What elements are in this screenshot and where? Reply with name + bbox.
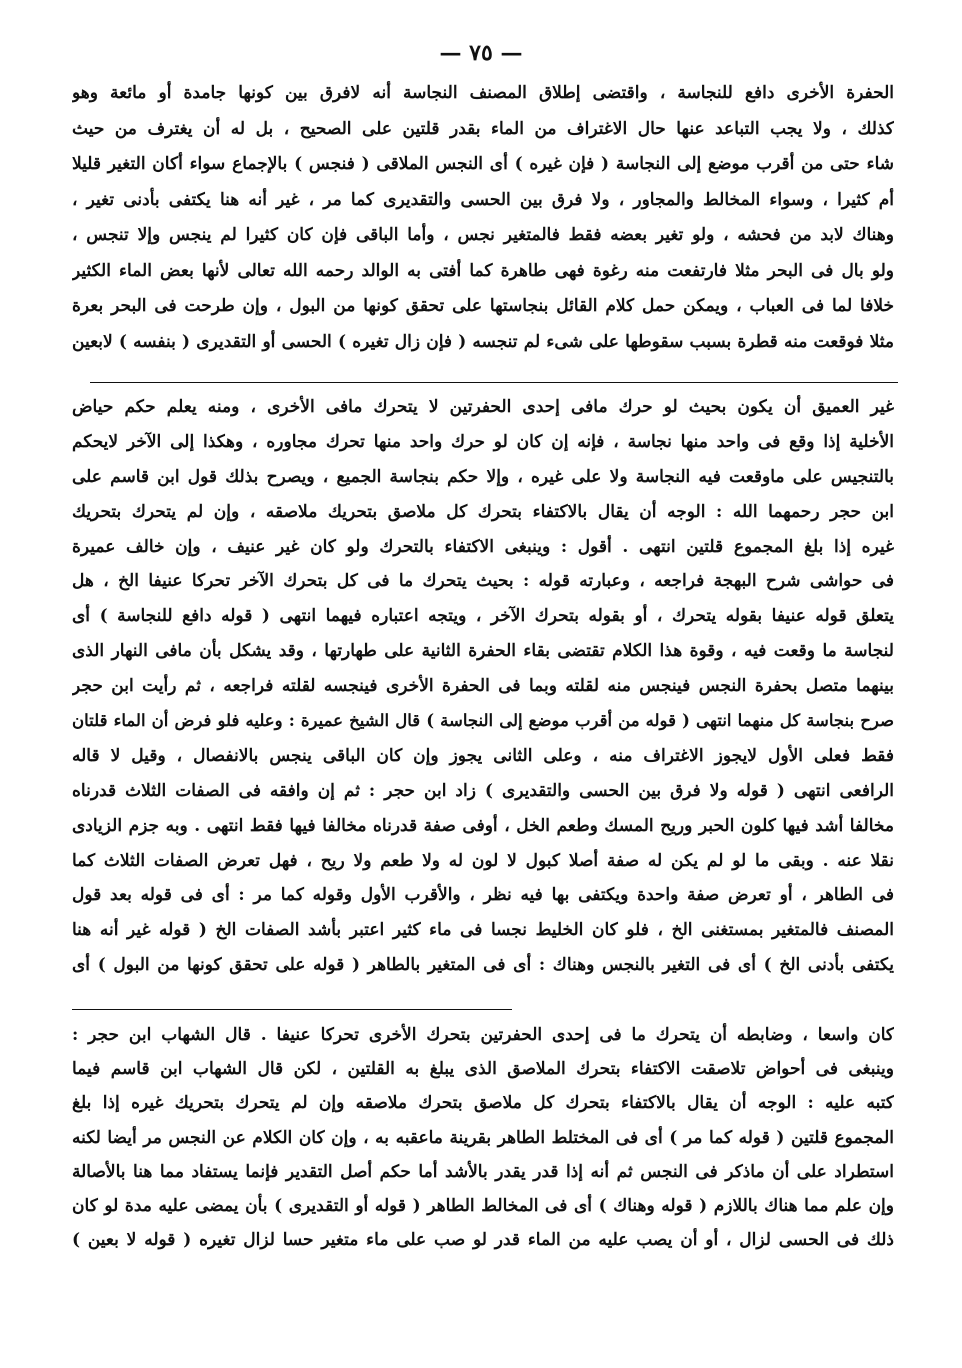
main-text-line: مثلا فوقعت منه قطرة بسبب سقوطها على شىء لم تنجسه ( فإن زال تغيره ) الحسى أو التقديرى ( بنفسه ) لابعين bbox=[72, 331, 894, 352]
main-text-line: الحفرة الأخرى دافع للنجاسة ، واقتضى إطلاق المصنف النجاسة أنه لافرق بين كونها جامدة أو مائعة وهو bbox=[72, 83, 894, 103]
commentary-line: ابن حجر رحمهما الله : الوجه أن يقال بالاكتفاء بتحرك كل ملاصق بتحريك ملاصقه ، وإن لم يتحرك بتحريك bbox=[72, 501, 894, 522]
commentary-line: وإن علم مما هناك باللازم ( قوله وهناك ) أى فى المخالط الطاهر ( قوله أو التقديرى ) بأن يمضى عليه مدة لو كان bbox=[72, 1195, 894, 1216]
commentary-block-1 bbox=[72, 390, 894, 983]
commentary-line: غير العميق أن يكون بحيث لو حرك مافى إحدى الحفرتين لا يتحرك مافى الأخرى ، ومنه يعلم حكم حياض bbox=[72, 397, 894, 417]
commentary-line: كتبه عليه : الوجه أن يقال بالاكتفاء بتحرك كل ملاصق بتحرك ملاصقه وإن لم يتحرك بتحريك غيره إذا بلغ bbox=[72, 1093, 894, 1114]
commentary-line: الرافعى انتهى ( قوله ولا فرق بين الحسى والتقديرى ) زاد ابن حجر : ثم إن وافقه فى الصفات الثلاث قدرناه bbox=[72, 780, 894, 801]
page-number: — ٧٥ — bbox=[439, 40, 523, 66]
commentary-line: المصنف فالمتغير بمستغنى الخ ، فلو كان الخليط نجسا فى ماء كثير اعتبر بأشد الصفات الخ ( قوله غير أنه هنا bbox=[72, 920, 894, 941]
commentary-line: المجموع قلتين ( قوله كما مر ) أى فى المختلط الطاهر بقرينة ماعقبه به ، وإن كان الكلام عن النجس مر أيضا لكنه bbox=[72, 1127, 894, 1148]
main-text-line: ولو بال فى البحر مثلا فارتفعت منه رغوة فهى طاهرة كما أفتى به الوالد رحمه الله تعالى لأنها بعض الماء الكثير bbox=[72, 260, 894, 281]
commentary-line: استطراد على أن ماذكر فى النجس ثم أنه إذا قدر يقدر بالأشد أما حكم أصل التقدير فإنما يستفاد مما هنا بالأصالة bbox=[72, 1161, 894, 1182]
commentary-line: وينبغى فى أحواض تلاصقت الاكتفاء بتحرك الملاصق الذى يبلغ به القلتين ، لكن قال الشهاب ابن قاسم فيما bbox=[72, 1059, 894, 1080]
main-text-line: شاء حتى من أقرب موضع إلى النجاسة ( فإن غيره ) أى النجس الملاقى ( فنجس ) بالإجماع سواء أكان التغير قليلا bbox=[72, 154, 894, 174]
commentary-line: يكتفى بأدنى الخ ) أى فى التغير بالنجس وهناك : أى فى المتغير بالطاهر ( قوله على تحقق كونها من البول ) أى bbox=[72, 955, 894, 976]
main-text-line: وهناك لابد من فحشه ، ولو تغير بعضه فقط فالمتغير نجس ، وأما الباقى فإن كان كثيرا لم ينجس وإلا تنجس ، bbox=[72, 225, 894, 245]
commentary-line: فى حواشى شرح البهجة فراجعه ، وعبارته قوله : بحيث يتحرك ما فى كل بتحرك الآخر تحركا عنيفا الخ ، هل bbox=[72, 571, 894, 592]
section-divider bbox=[90, 382, 898, 383]
main-text-line: أم كثيرا ، وسواء المخالط والمجاور ، ولا فرق بين الحسى والتقديرى كما مر ، غير أنه هنا يكتفى بأدنى تغير ، bbox=[72, 189, 894, 210]
commentary-line: بينهما متصل بحفرة النجس فينجس منه لقلته وبما فى الحفرة الأخرى فينجسه لقلته فراجعه ، ثم رأيت ابن حجر bbox=[72, 676, 894, 697]
section-divider bbox=[72, 1009, 512, 1010]
commentary-line: بالتنجيس على ماوقعت فيه النجاسة ولا على غيره ، وإلا حكم بنجاسة الجميع ، ويصرح بذلك قول ابن قاسم على bbox=[72, 466, 894, 487]
commentary-line: الأخلية إذا وقع فى واحد منها نجاسة ، فإنه إن كان لو حرك واحد منها تحرك مجاوره ، وهكذا إلى الآخر لايحكم bbox=[72, 431, 894, 452]
commentary-block-2 bbox=[72, 1018, 894, 1257]
commentary-line: صرح بنجاسة كل منهما انتهى ( قوله من أقرب موضع إلى النجاسة ) قال الشيخ عميرة : وعليه فلو فرض أن الماء قلتان bbox=[72, 711, 894, 731]
commentary-line: لنجاسة ما وقعت فيه ، وقوة هذا الكلام تقتضى بقاء الحفرة الثانية على طهارتها ، وقد يشكل بأن مافى النهار الذى bbox=[72, 641, 894, 662]
main-text-block bbox=[72, 76, 894, 360]
commentary-line: مخالفا أشد فيها كلون الحبر وريح المسك وطعم الخل ، أوفى صفة قدرناه مخالفا فيها فقط انتهى . وبه جزم الزيادى bbox=[72, 815, 894, 836]
commentary-line: يتعلق قوله عنيفا بقوله يتحرك ، أو بقوله بتحرك الآخر ، ويتجه اعتباره فيهما انتهى ( قوله دافع للنجاسة ) أى bbox=[72, 606, 894, 627]
commentary-line: ذلك فى الحسى لزال ، أو أن يصب عليه من الماء قدر لو صب على ماء متغير حسا لزال تغيره ( قوله لا بعين ) bbox=[72, 1230, 894, 1251]
commentary-line: نقلا عنه . وبقى ما لو لم يكن له صفة أصلا كبول لا لون له ولا طعم ولا ريح ، فهل تعرض الصفات الثلاث كما bbox=[72, 850, 894, 871]
commentary-line: فقط فعلى الأول لايجوز الاغتراف منه ، وعلى الثانى يجوز وإن كان الباقى ينجس بالانفصال ، وقيل لا قاله bbox=[72, 745, 894, 766]
commentary-line: كان واسعا ، وضابطه أن يتحرك ما فى إحدى الحفرتين بتحرك الأخرى تحركا عنيفا . قال الشهاب ابن حجر : bbox=[72, 1025, 894, 1045]
commentary-line: فى الطاهر ، أو تعرض صفة واحدة ويكتفى بها فيه نظر ، والأقرب الأول وقوله كما مر : أى فى قوله بعد قول bbox=[72, 885, 894, 906]
commentary-line: غيره إذا بلغ المجموع قلتين انتهى . أقول : وينبغى الاكتفاء بالتحرك ولو كان غير عنيف ، وإن خالف عميرة bbox=[72, 536, 894, 557]
main-text-line: خلافا لما فى العباب ، ويمكن حمل كلام القائل بنجاستها على تحقق كونها من البول ، وإن طرحت فى البحر بعرة bbox=[72, 296, 894, 316]
main-text-line: كذلك ، ولا يجب التباعد عنها حال الاغتراف من الماء بقدر قلتين على الصحيح ، بل له أن يغترف من حيث bbox=[72, 118, 894, 139]
